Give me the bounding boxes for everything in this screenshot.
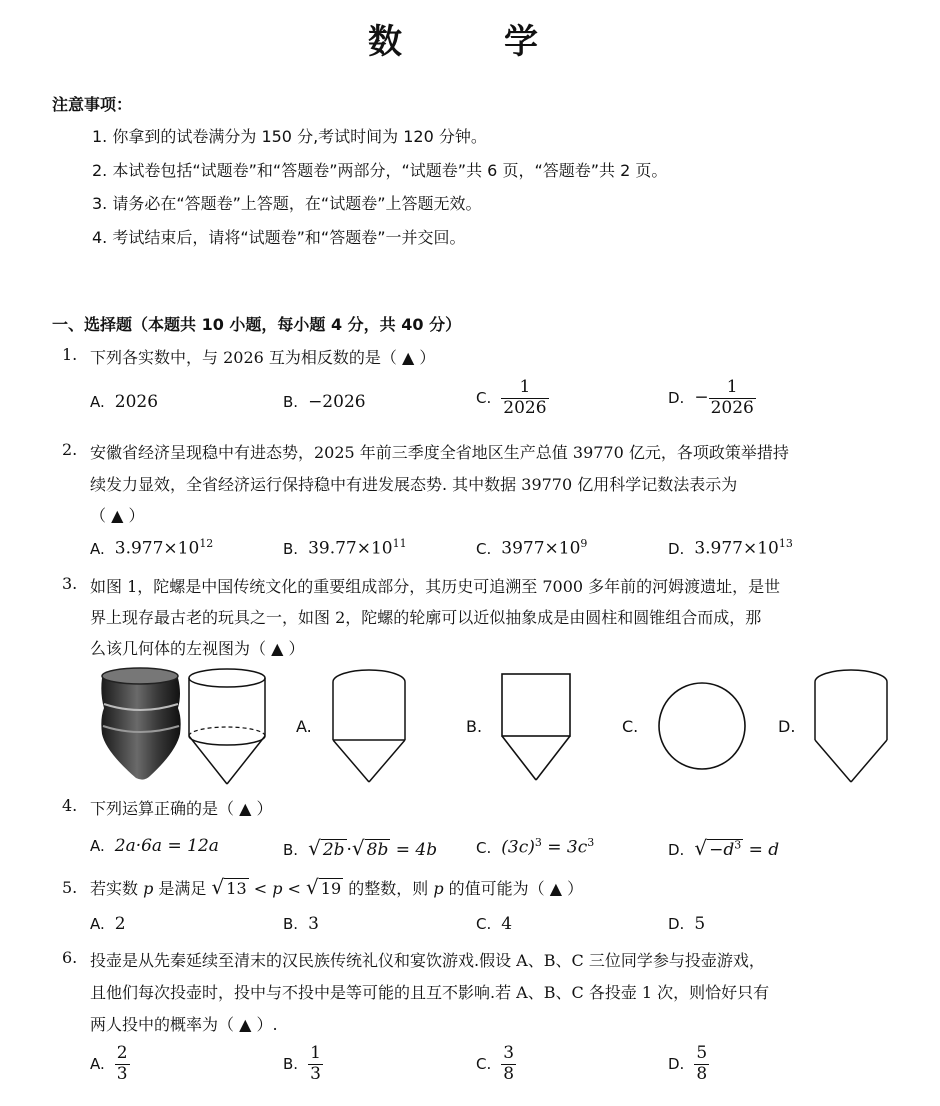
question-text: 两人投中的概率为（ ▲ ）. xyxy=(90,1015,278,1034)
option-b: B. 3 xyxy=(283,914,319,934)
question-number: 3. xyxy=(62,574,78,593)
option-c: C. $3977\times 10^9$ xyxy=(476,537,588,559)
option-a: A. $3.977\times 10^{12}$ xyxy=(90,537,214,559)
option-a-figure xyxy=(330,664,408,786)
option-a: A. $\frac{2}{3}$ xyxy=(90,1043,128,1084)
note-item: 4. 考试结束后，请将“试题卷”和“答题卷”一并交回。 xyxy=(92,228,466,247)
question-text: 么该几何体的左视图为（ ▲ ） xyxy=(90,639,305,658)
option-d: D. $\frac{5}{8}$ xyxy=(668,1043,708,1084)
question-number: 4. xyxy=(62,796,78,815)
cylinder-cone-figure xyxy=(186,664,268,788)
spinning-top-photo xyxy=(96,664,186,784)
option-d-figure xyxy=(812,664,890,786)
option-a: A. 2 xyxy=(90,914,126,934)
question-number: 5. xyxy=(62,878,78,897)
question-text: 投壶是从先秦延续至清末的汉民族传统礼仪和宴饮游戏.假设 A、B、C 三位同学参与投壶游戏， xyxy=(90,951,765,970)
option-c: C. 4 xyxy=(476,914,513,934)
option-b-figure xyxy=(500,672,572,784)
option-b-label: B. xyxy=(466,717,483,736)
question-text: 界上现存最古老的玩具之一，如图 2，陀螺的轮廓可以近似抽象成是由圆柱和圆锥组合而成，那 xyxy=(90,608,762,627)
question-text: 若实数 p 是满足 √ 13 < p < √ 19 的整数，则 p 的值可能为（ ▲ ） xyxy=(90,875,584,899)
option-b: B. −2026 xyxy=(283,392,366,412)
option-a: A. 2a·6a = 12a xyxy=(90,836,219,856)
question-text: 安徽省经济呈现稳中有进态势，2025 年前三季度全省地区生产总值 39770 亿元，各项政策举措持 xyxy=(90,443,789,462)
note-item: 3. 请务必在“答题卷”上答题，在“试题卷”上答题无效。 xyxy=(92,194,482,213)
question-text: （ ▲ ） xyxy=(90,506,145,525)
section-heading: 一、选择题（本题共 10 小题，每小题 4 分，共 40 分） xyxy=(52,315,462,334)
option-d: D. √ $-d^3 = d$ xyxy=(668,836,780,860)
note-item: 2. 本试卷包括“试题卷”和“答题卷”两部分，“试题卷”共 6 页，“答题卷”共 2 页。 xyxy=(92,161,668,180)
option-b: B. √ 2b ·√ 8b = 4b xyxy=(283,836,438,860)
question-text: 下列运算正确的是（ ▲ ） xyxy=(90,799,273,818)
option-c-label: C. xyxy=(622,717,639,736)
option-c: C. $\frac{1}{2026}$ xyxy=(476,377,547,418)
question-number: 1. xyxy=(62,345,78,364)
option-c-figure xyxy=(656,680,748,772)
question-text: 且他们每次投壶时，投中与不投中是等可能的且互不影响.若 A、B、C 各投壶 1 次，则恰好只有 xyxy=(90,983,770,1002)
question-number: 2. xyxy=(62,440,78,459)
question-number: 6. xyxy=(62,948,78,967)
note-item: 1. 你拿到的试卷满分为 150 分,考试时间为 120 分钟。 xyxy=(92,127,487,146)
option-b: B. $39.77\times 10^{11}$ xyxy=(283,537,407,559)
question-text: 续发力显效，全省经济运行保持稳中有进发展态势. 其中数据 39770 亿用科学记数法表示为 xyxy=(90,475,738,494)
option-d: D. − $\frac{1}{2026}$ xyxy=(668,377,754,418)
option-a-label: A. xyxy=(296,717,312,736)
page-title: 数 学 xyxy=(368,22,572,62)
option-a: A. 2026 xyxy=(90,392,159,412)
option-c: C. $\frac{3}{8}$ xyxy=(476,1043,515,1084)
question-text: 下列各实数中，与 2026 互为相反数的是（ ▲ ） xyxy=(90,348,436,367)
option-c: C. $(3c)^3 = 3c^3$ xyxy=(476,836,595,858)
notes-heading: 注意事项： xyxy=(52,95,133,114)
option-d: D. $3.977\times 10^{13}$ xyxy=(668,537,793,559)
option-d: D. 5 xyxy=(668,914,706,934)
option-d-label: D. xyxy=(778,717,796,736)
option-b: B. $\frac{1}{3}$ xyxy=(283,1043,321,1084)
question-text: 如图 1，陀螺是中国传统文化的重要组成部分，其历史可追溯至 7000 多年前的河姆渡遗址，是世 xyxy=(90,577,781,596)
